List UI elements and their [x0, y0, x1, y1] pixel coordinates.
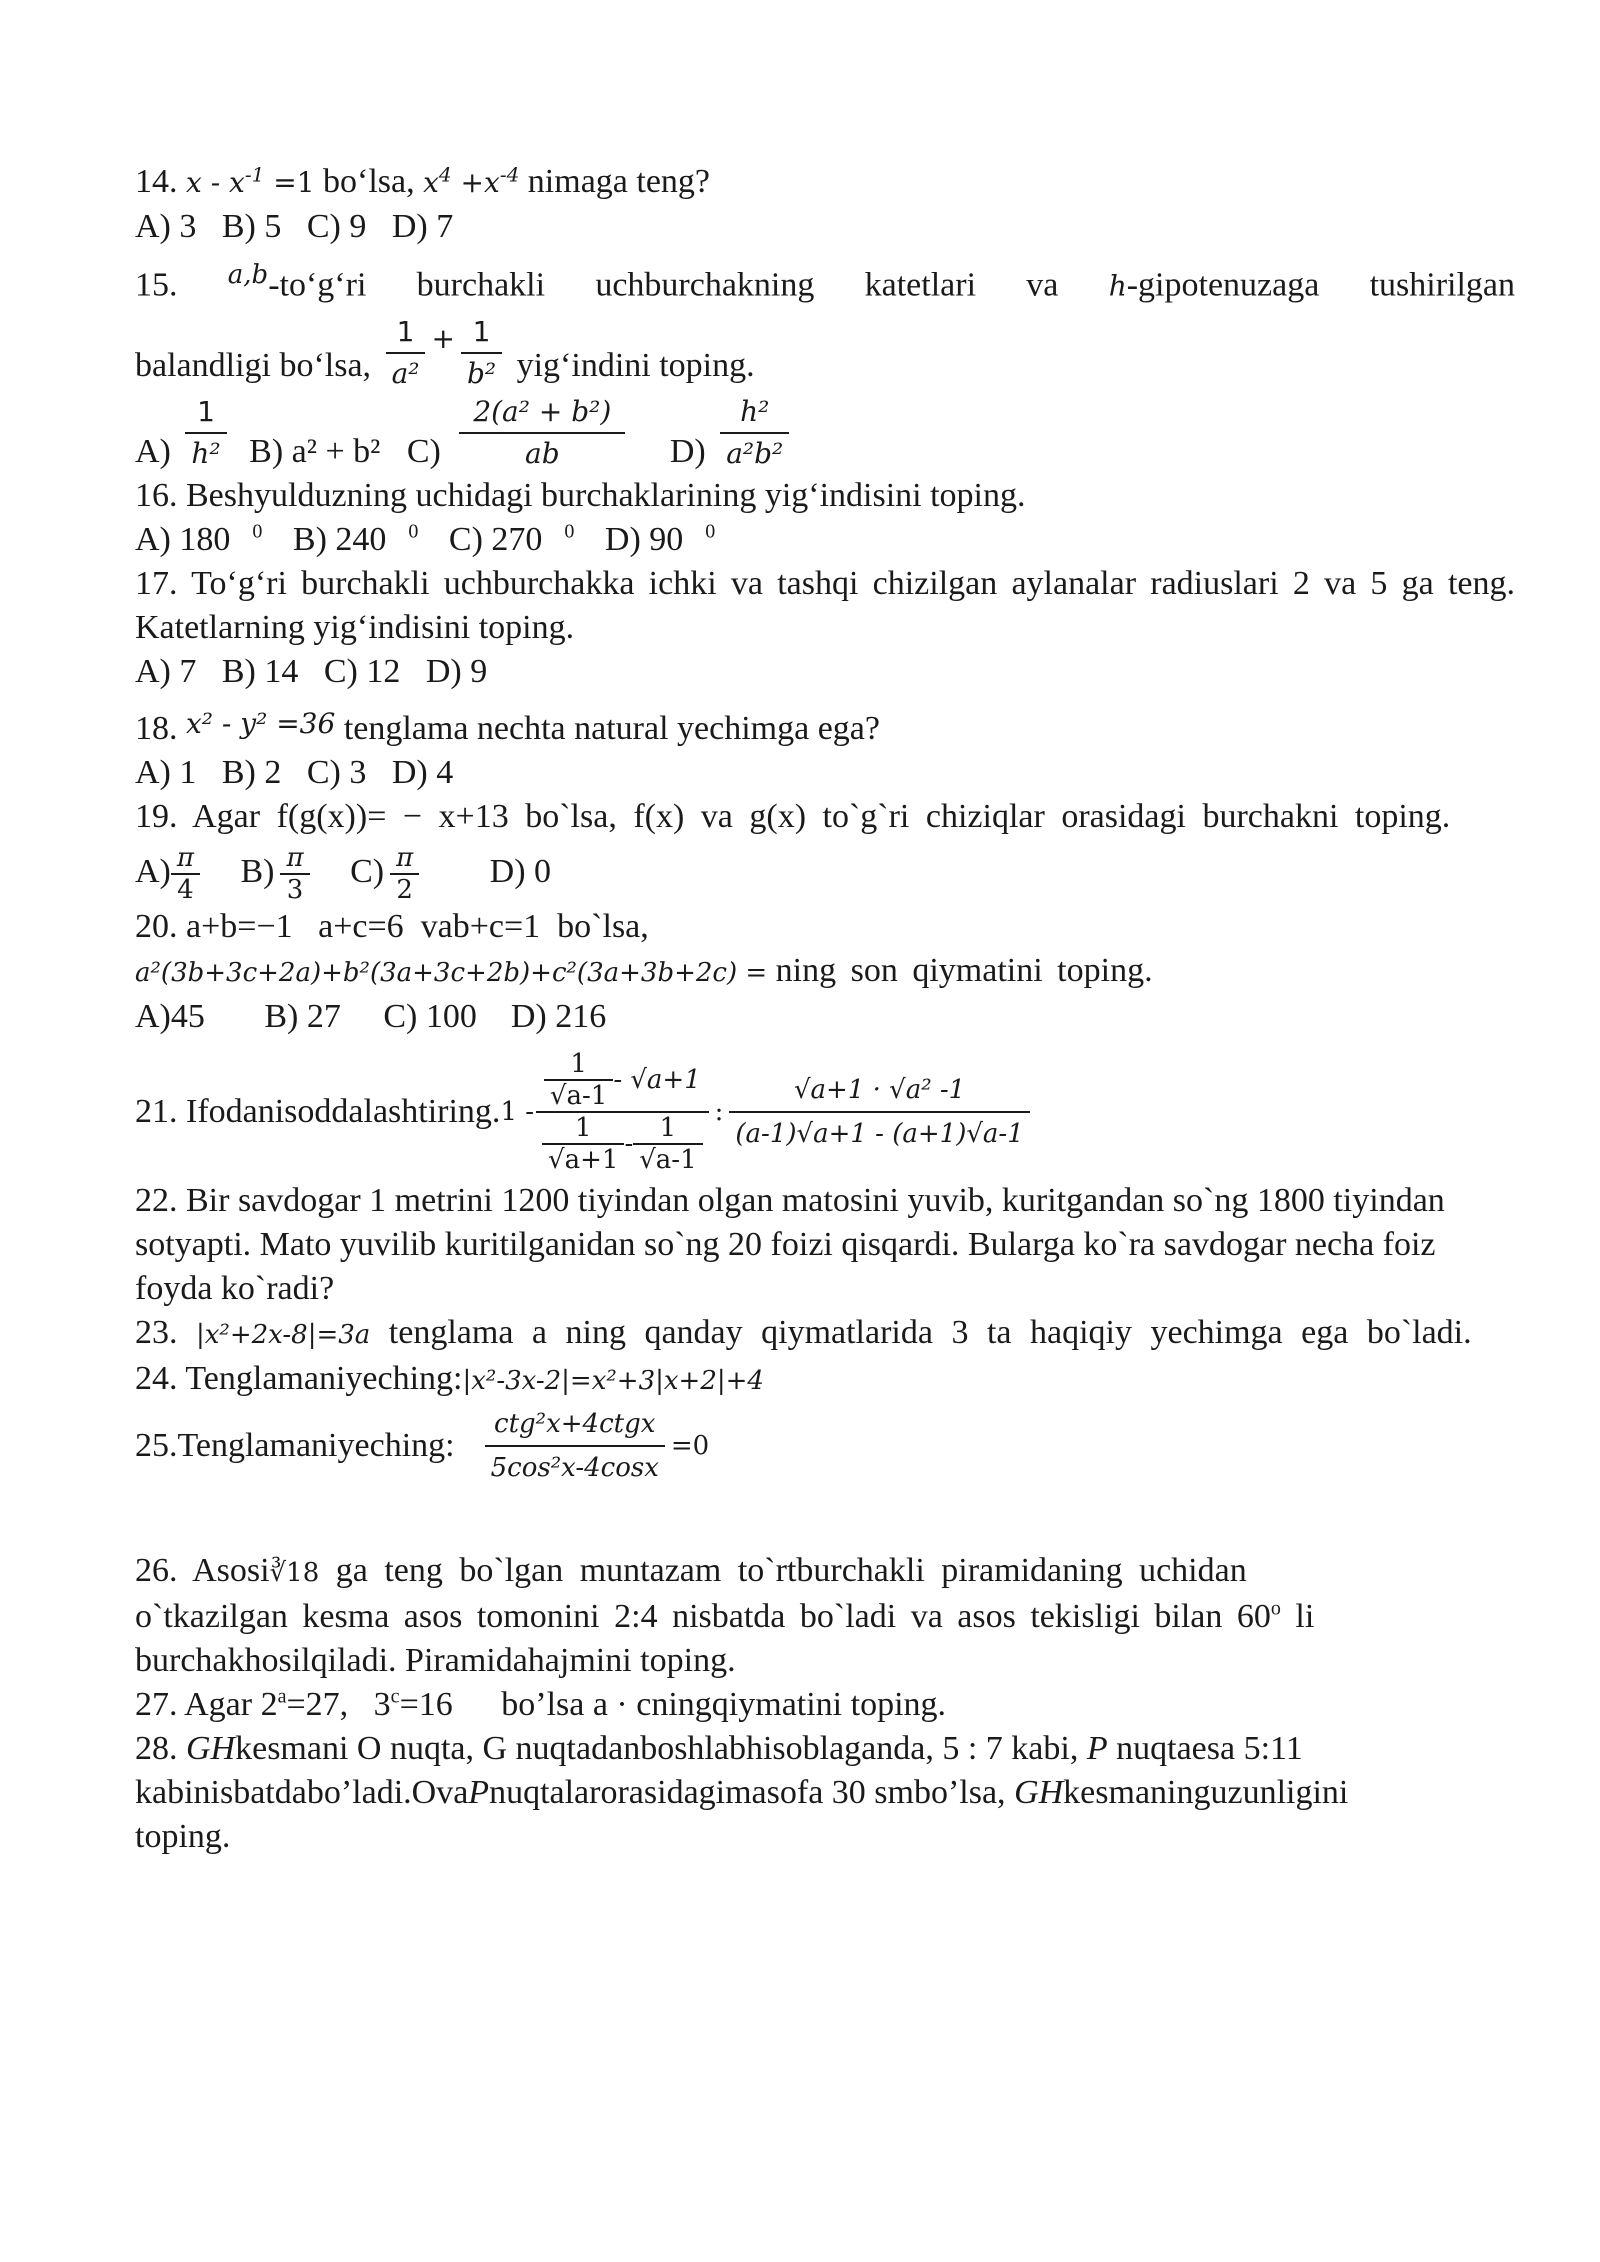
q15-opt-a: A) [135, 433, 171, 471]
question-17: 17. To‘g‘ri burchakli uchburchakka ichki va tashqi chizilgan aylanalar radiuslari 2 va 5 ga teng. Katetlarning yig‘indisini toping. [135, 565, 1515, 647]
q16-opt-c: C) 270 $^0$ [448, 521, 575, 559]
q16-opt-b: B) 240 $^0$ [292, 521, 419, 559]
q26-root: ∛18 [269, 1558, 320, 1589]
q15-opt-d-frac: $\frac{\text{h²}}{\text{a²b²}}$ [720, 392, 789, 474]
q27-p2: =27, 3 [286, 1686, 391, 1724]
q15-fraction-1: $\frac{1}{\text{a²}}$ [386, 312, 426, 394]
q20-expression: a²(3b+3c+2a)+b²(3a+3c+2b)+c²(3a+3b+2c) = [135, 958, 768, 989]
q15-opt-c: C) [406, 433, 441, 471]
q28-t4: nuqtalarorasidagimasofa 30 smbo’lsa, [489, 1774, 1006, 1812]
q27-exp-a: a [277, 1686, 287, 1708]
q28-p: P [1086, 1730, 1108, 1768]
q26-degree: o [1270, 1598, 1281, 1620]
q24-label: 24. Tenglamaniyeching: [135, 1360, 463, 1398]
q15-opt-d: D) [669, 433, 706, 471]
q28-line3: toping. [135, 1818, 231, 1856]
q18-number: 18. [135, 710, 178, 748]
q14-options: A) 3 B) 5 C) 9 D) 7 [135, 208, 454, 245]
q27-p5: ningqiymatini toping. [651, 1686, 947, 1724]
q14-number: 14. [135, 163, 178, 200]
q23-equation: |x²+2x-8|=3a [196, 1320, 371, 1351]
question-20: 20. a+b=−1 a+c=6 vab+c=1 bo`lsa, [135, 908, 649, 946]
q25-label: 25.Tenglamaniyeching: [135, 1427, 455, 1465]
q28-gh: GH [186, 1730, 236, 1768]
q18-options: A) 1 B) 2 C) 3 D) 4 [135, 754, 454, 792]
question-24 [135, 1357, 1515, 1403]
q20-options: A)45 B) 27 C) 100 D) 216 [135, 998, 607, 1036]
q27-p1: 27. Agar 2 [135, 1686, 278, 1724]
q16-options [135, 518, 1515, 562]
q21-denominator: $\frac{1}{√a+1}$ - $\frac{1}{√a-1}$ [536, 1113, 709, 1175]
q15-text2: -gipotenuzaga tushirilgan [1126, 266, 1516, 304]
q21-right-fraction: $\frac{\text{√a+1 · √a² -1}}{(a-1)√a+1 - (a+1)√a-1}$ [729, 1069, 1029, 1155]
q21-one-minus: 1 - [500, 1097, 535, 1128]
q15-text3: balandligi bo‘lsa, [135, 347, 372, 385]
q19-opt-b: B) [240, 853, 275, 891]
q15-line2 [135, 312, 1515, 391]
q28-t3: kabinisbatdabo’ladi.Ova [135, 1774, 469, 1812]
question-28 [135, 1727, 1515, 1771]
document-page [135, 160, 1515, 1859]
q15-fraction-2: $\frac{1}{\text{b²}}$ [461, 312, 502, 394]
q15-opt-c-frac: $\frac{\text{2(a² + b²)}}{ab}$ [459, 392, 625, 474]
q26-p2: ga teng bo`lgan muntazam to`rtburchakli piramidaning uchidan [335, 1552, 1247, 1590]
q25-rhs: =0 [670, 1431, 710, 1462]
question-26 [135, 1549, 1515, 1595]
q28-number: 28. [135, 1730, 178, 1768]
q21-label: 21. Ifodanisoddalashtiring. [135, 1093, 501, 1131]
q14-mid: bo‘lsa, [323, 163, 415, 200]
q17-options: A) 7 B) 14 C) 12 D) 9 [135, 653, 488, 691]
q28-t2: nuqtaesa 5:11 [1116, 1730, 1303, 1768]
q15-options [135, 392, 1515, 474]
q19-opt-a-frac: $\frac{\pi}{4}$ [171, 843, 200, 905]
q19-opt-a: A) [135, 853, 171, 891]
q27-p3: =16 [399, 1686, 453, 1724]
question-21 [135, 1049, 1515, 1175]
q23-tail: tenglama a ning qanday qiymatlarida 3 ta haqiqiy yechimga ega bo`ladi. [388, 1314, 1472, 1352]
q15-text1: -to‘g‘ri burchakli uchburchakning katetlari va [268, 266, 1059, 304]
q21-main-fraction [536, 1049, 709, 1175]
q26-p1: 26. Asosi [135, 1552, 270, 1590]
question-15 [135, 253, 1515, 308]
q18-equation: x² - y² =36 [186, 707, 336, 741]
q16-opt-d: D) 90 $^0$ [604, 521, 716, 559]
q25-fraction: $\frac{\text{ctg²x+4ctgx}}{\text{5cos²x-4cosx}}$ [485, 1403, 665, 1489]
q15-vars: a,b [227, 260, 269, 290]
q21-numerator: $\frac{1}{√a-1}$ - √a+1 [536, 1049, 709, 1113]
q15-text4: yig‘indini toping. [516, 347, 755, 385]
q14-tail: nimaga teng? [527, 163, 710, 200]
question-16: 16. Beshyulduzning uchidagi burchaklarining yig‘indisini toping. [135, 477, 1026, 515]
q20-expression-line [135, 949, 1515, 995]
q28-gh2: GH [1014, 1774, 1064, 1812]
q15-opt-b: B) a² + b² [249, 433, 381, 471]
q20-tail: ning son qiymatini toping. [775, 952, 1153, 990]
q26-line3: burchakhosilqiladi. Piramidahajmini toping. [135, 1642, 736, 1680]
question-27 [135, 1683, 1515, 1727]
question-22: 22. Bir savdogar 1 metrini 1200 tiyindan olgan matosini yuvib, kuritgandan so`ng 1800 tiyindan sotyapti. Mato yuvilib kuritilganidan so`ng 20 foizi qisqardi. Bularga ko`ra savdogar necha foiz foyda ko`radi? [135, 1182, 1445, 1308]
q19-opt-c: C) [350, 853, 385, 891]
question-14 [135, 160, 1515, 205]
q15-number: 15. [135, 266, 178, 304]
q24-equation: |x²-3x-2|=x²+3|x+2|+4 [462, 1366, 764, 1397]
q19-options [135, 843, 1515, 905]
q28-t1: kesmani O nuqta, G nuqtadanboshlabhisoblaganda, 5 : 7 kabi, [235, 1730, 1079, 1768]
q16-opt-a: A) 180 $^0$ [135, 521, 263, 559]
q23-number: 23. [135, 1314, 178, 1352]
q14-rhs: $x^4 +x^{-4}$ [423, 162, 520, 199]
question-25 [135, 1403, 1515, 1489]
q21-colon: : [714, 1097, 724, 1128]
q15-opt-a-frac: $\frac{1}{\text{h²}}$ [185, 392, 226, 474]
q19-opt-b-frac: $\frac{\pi}{3}$ [280, 843, 309, 905]
q28-line2 [135, 1771, 1515, 1815]
q15-plus: + [431, 322, 455, 356]
q26-p3: o`tkazilgan kesma asos tomonini 2:4 nisbatda bo`ladi va asos tekisligi bilan 60 [135, 1598, 1271, 1636]
q19-opt-c-frac: $\frac{\pi}{2}$ [390, 843, 419, 905]
q28-t5: kesmaninguzunligini [1063, 1774, 1349, 1812]
q26-line2 [135, 1595, 1515, 1639]
spacer [135, 1489, 1515, 1549]
q26-p4: li [1295, 1598, 1315, 1636]
q14-lhs: $x - x^{-1} =1$ [186, 162, 315, 199]
question-18 [135, 702, 1515, 751]
q15-h: h [1108, 269, 1127, 303]
q28-p2: P [468, 1774, 490, 1812]
question-23 [135, 1311, 1515, 1357]
question-19: 19. Agar f(g(x))= − x+13 bo`lsa, f(x) va g(x) to`g`ri chiziqlar orasidagi burchakni toping. [135, 798, 1451, 836]
q19-opt-d: D) 0 [489, 853, 552, 891]
q18-tail: tenglama nechta natural yechimga ega? [343, 710, 880, 748]
q27-p4: bo’lsa a · c [501, 1686, 652, 1724]
q27-exp-c: c [390, 1686, 400, 1708]
